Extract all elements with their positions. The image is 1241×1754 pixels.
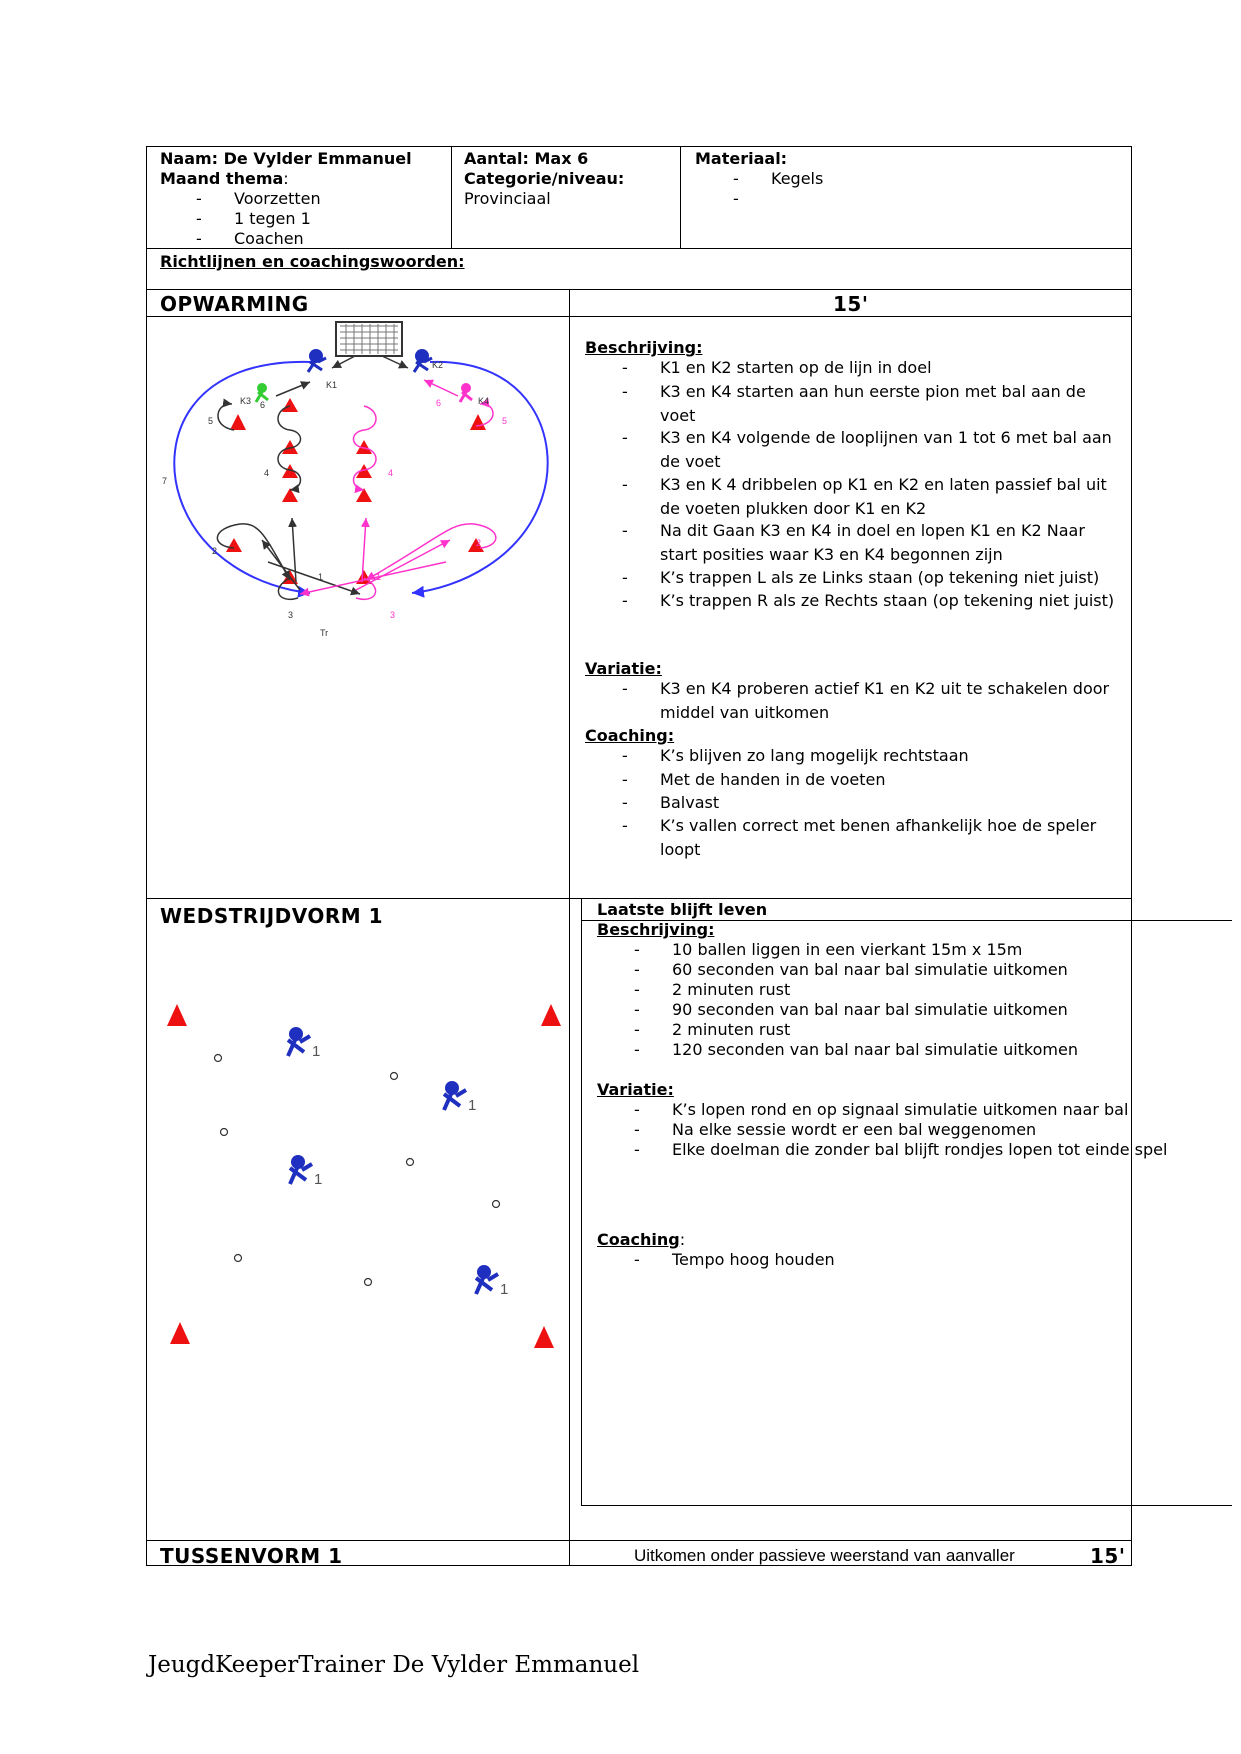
label-n3-pink: 3	[390, 610, 396, 620]
bullet-dash: -	[634, 1250, 640, 1269]
bullet-dash: -	[634, 1120, 640, 1139]
goalkeeper-icon	[476, 1265, 498, 1294]
coaching-item: Met de handen in de voeten	[660, 770, 886, 789]
tussenvorm-top-line	[146, 1540, 1132, 1541]
wedstrijdvorm-variatie-label: Variatie:	[597, 1080, 674, 1099]
keeper-k2-icon	[414, 349, 432, 372]
label-n4: 4	[264, 468, 270, 478]
goalkeeper-icon	[290, 1155, 312, 1184]
materiaal-dash: -	[733, 169, 739, 188]
opwarming-duration: 15'	[833, 292, 869, 316]
beschrijving-item: 120 seconden van bal naar bal simulatie uitkomen	[672, 1040, 1078, 1059]
label-n5: 5	[208, 416, 214, 426]
label-k4: K4	[478, 396, 490, 406]
goalkeeper-icon	[444, 1081, 466, 1110]
bullet-dash: -	[622, 679, 628, 698]
player-number: 1	[468, 1097, 477, 1114]
column-divider	[569, 289, 570, 1566]
materiaal-dash: -	[733, 189, 739, 208]
inner-frame-left	[581, 898, 582, 1506]
categorie-value: Provinciaal	[464, 189, 551, 208]
beschrijving-item: 2 minuten rust	[672, 980, 791, 999]
goalkeeper-icon	[288, 1027, 310, 1056]
beschrijving-item: K1 en K2 starten op de lijn in doel	[660, 358, 932, 377]
label-n2: 2	[212, 546, 218, 556]
label-n3: 3	[288, 610, 294, 620]
variatie-item: Na elke sessie wordt er een bal weggenomen	[672, 1120, 1037, 1139]
opwarming-header-line	[146, 316, 1132, 317]
coaching-item: K’s blijven zo lang mogelijk rechtstaan	[660, 746, 969, 765]
opwarming-variatie-label: Variatie:	[585, 659, 662, 678]
naam-label: Naam: De Vylder Emmanuel	[160, 149, 412, 168]
opwarming-diagram	[150, 318, 568, 648]
label-k3: K3	[240, 396, 252, 406]
bullet-dash: -	[634, 1020, 640, 1039]
theme-item: 1 tegen 1	[234, 209, 311, 228]
label-n6: 6	[260, 400, 266, 410]
bullet-dash: -	[622, 816, 628, 835]
beschrijving-item: 10 ballen liggen in een vierkant 15m x 15m	[672, 940, 1023, 959]
player-number: 1	[314, 1171, 323, 1188]
label-n1-pink: 1	[376, 572, 382, 582]
coaching-item: K’s vallen correct met benen afhankelijk hoe de speler loopt	[660, 816, 1097, 859]
header-divider-1	[451, 146, 452, 249]
tussenvorm-subtitle: Uitkomen onder passieve weerstand van aanvaller	[634, 1546, 1015, 1565]
opwarming-coaching-label: Coaching:	[585, 726, 675, 745]
keeper-k4-icon	[460, 383, 472, 402]
wedstrijdvorm-coaching-label	[597, 1230, 685, 1250]
coaching-item: Balvast	[660, 793, 720, 812]
cone-icon	[226, 398, 486, 584]
variatie-item: K’s lopen rond en op signaal simulatie uitkomen naar bal	[672, 1100, 1129, 1119]
wedstrijdvorm-title: WEDSTRIJDVORM 1	[160, 904, 384, 928]
opwarming-bottom-line	[146, 898, 1132, 899]
bullet-dash: -	[622, 568, 628, 587]
bullet-dash: -	[634, 940, 640, 959]
bullet-dash: -	[622, 591, 628, 610]
theme-item: Voorzetten	[234, 189, 321, 208]
wedstrijdvorm-diagram	[150, 990, 568, 1360]
maand-thema-colon: :	[283, 169, 289, 188]
wedstrijdvorm-beschrijving-label: Beschrijving:	[597, 920, 715, 939]
beschrijving-item: K’s trappen R als ze Rechts staan (op tekening niet juist)	[660, 591, 1115, 610]
tussenvorm-duration: 15'	[1090, 1544, 1126, 1568]
materiaal-label: Materiaal:	[695, 149, 788, 168]
label-k1: K1	[326, 380, 338, 390]
coaching-item: Tempo hoog houden	[672, 1250, 835, 1269]
theme-dash: -	[196, 229, 202, 248]
beschrijving-item: K3 en K4 volgende de looplijnen van 1 tot 6 met bal aan de voet	[660, 428, 1112, 471]
maand-thema-label	[160, 169, 289, 189]
theme-dash: -	[196, 189, 202, 208]
beschrijving-item: K3 en K 4 dribbelen op K1 en K2 en laten passief bal uit de voeten plukken door K1 en K2	[660, 475, 1107, 518]
coaching-label-text: Coaching	[597, 1230, 680, 1249]
tussenvorm-title: TUSSENVORM 1	[160, 1544, 343, 1568]
label-k2: K2	[432, 360, 444, 370]
label-n2-pink: 2	[476, 538, 482, 548]
bullet-dash: -	[622, 358, 628, 377]
coaching-label-colon: :	[679, 1230, 686, 1249]
bullet-dash: -	[634, 980, 640, 999]
beschrijving-item: Na dit Gaan K3 en K4 in doel en lopen K1 en K2 Naar start posities waar K3 en K4 begonnen zijn	[660, 521, 1085, 564]
inner-frame-bottom	[581, 1505, 1232, 1506]
variatie-item: K3 en K4 proberen actief K1 en K2 uit te schakelen door middel van uitkomen	[660, 679, 1110, 722]
beschrijving-item: K3 en K4 starten aan hun eerste pion met bal aan de voet	[660, 382, 1086, 425]
player-number: 1	[500, 1281, 509, 1298]
beschrijving-item: K’s trappen L als ze Links staan (op tekening niet juist)	[660, 568, 1100, 587]
bullet-dash: -	[622, 793, 628, 812]
label-n7: 7	[162, 476, 168, 486]
opwarming-title: OPWARMING	[160, 292, 309, 316]
theme-dash: -	[196, 209, 202, 228]
bullet-dash: -	[634, 1100, 640, 1119]
bullet-dash: -	[634, 1000, 640, 1019]
label-n1: 1	[318, 572, 324, 582]
bullet-dash: -	[622, 428, 628, 447]
bullet-dash: -	[622, 746, 628, 765]
beschrijving-item: 60 seconden van bal naar bal simulatie uitkomen	[672, 960, 1068, 979]
player-number: 1	[312, 1043, 321, 1060]
keeper-k1-icon	[308, 349, 326, 372]
theme-item: Coachen	[234, 229, 304, 248]
maand-thema-text: Maand thema	[160, 169, 284, 188]
bullet-dash: -	[634, 1040, 640, 1059]
beschrijving-item: 2 minuten rust	[672, 1020, 791, 1039]
bullet-dash: -	[622, 382, 628, 401]
bullet-dash: -	[622, 770, 628, 789]
aantal-label: Aantal: Max 6	[464, 149, 589, 168]
variatie-item: Elke doelman die zonder bal blijft rondjes lopen tot einde spel	[672, 1140, 1168, 1159]
label-n5-pink: 5	[502, 416, 508, 426]
goal-icon	[336, 322, 402, 356]
label-tr: Tr	[320, 628, 329, 638]
categorie-label: Categorie/niveau:	[464, 169, 625, 188]
header-divider-2	[680, 146, 681, 249]
page-footer: JeugdKeeperTrainer De Vylder Emmanuel	[148, 1652, 640, 1678]
wedstrijdvorm-subtitle: Laatste blijft leven	[597, 900, 768, 919]
beschrijving-item: 90 seconden van bal naar bal simulatie uitkomen	[672, 1000, 1068, 1019]
opwarming-beschrijving-label: Beschrijving:	[585, 338, 703, 357]
richtlijnen-bottom-line	[146, 289, 1132, 290]
bullet-dash: -	[634, 1140, 640, 1159]
richtlijnen-label: Richtlijnen en coachingswoorden:	[160, 252, 465, 271]
label-n6-pink: 6	[436, 398, 442, 408]
materiaal-item: Kegels	[771, 169, 824, 188]
bullet-dash: -	[634, 960, 640, 979]
bullet-dash: -	[622, 475, 628, 494]
bullet-dash: -	[622, 521, 628, 540]
label-n4-pink: 4	[388, 468, 394, 478]
